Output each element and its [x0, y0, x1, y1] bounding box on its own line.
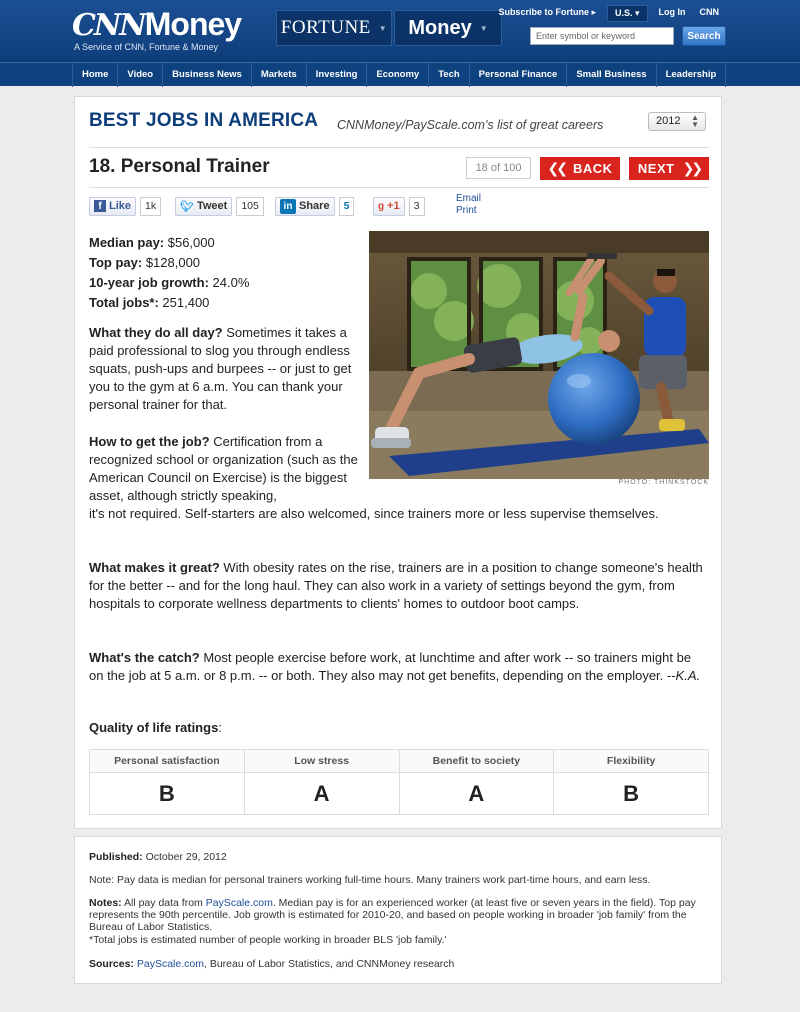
- site-header: [0, 0, 800, 62]
- double-chevron-right-icon: ❯❯: [682, 160, 701, 176]
- next-button[interactable]: [629, 157, 709, 180]
- facebook-icon: f: [94, 200, 106, 212]
- google-plus-widget: [373, 196, 425, 216]
- year-select[interactable]: [648, 112, 706, 131]
- slide-counter: 18 of 100: [466, 157, 531, 179]
- money-tab[interactable]: [394, 10, 502, 46]
- rating-label: Personal satisfaction: [90, 750, 245, 773]
- share-label: Share: [299, 200, 330, 212]
- ratings-table: [89, 749, 709, 815]
- nav-small-business[interactable]: Small Business: [567, 63, 656, 87]
- job-title: 18. Personal Trainer: [89, 156, 270, 177]
- rating-grade: B: [90, 773, 245, 815]
- plus-label: +1: [387, 200, 400, 212]
- sources-label: Sources:: [89, 958, 134, 970]
- twitter-bird-icon: 🐦︎: [180, 200, 194, 213]
- nav-tech[interactable]: Tech: [429, 63, 469, 87]
- nav-home[interactable]: Home: [72, 63, 118, 87]
- notes-paragraph: [89, 897, 705, 933]
- like-label: Like: [109, 200, 132, 212]
- cnn-link[interactable]: CNN: [699, 7, 719, 17]
- nav-personal-finance[interactable]: Personal Finance: [470, 63, 568, 87]
- paragraph-how-to-get-cont: it's not required. Self-starters are also welcomed, since trainers more or less supervise themselves.: [89, 506, 659, 521]
- fortune-tab-label: FORTUNE: [280, 17, 371, 38]
- rating-grade: A: [399, 773, 554, 815]
- nav-leadership[interactable]: Leadership: [657, 63, 727, 87]
- payscale-link[interactable]: PayScale.com: [205, 897, 273, 909]
- stat-value: 251,400: [158, 295, 210, 310]
- payscale-link[interactable]: PayScale.com: [136, 958, 204, 970]
- search-button[interactable]: Search: [682, 26, 726, 46]
- chevron-down-icon: ▼: [378, 23, 388, 33]
- rating-label: Flexibility: [554, 750, 709, 773]
- tweet-count: 105: [236, 197, 264, 216]
- section-title: BEST JOBS IN AMERICA: [89, 110, 319, 131]
- updown-arrows-icon: ▲ ▼: [691, 113, 699, 129]
- back-button[interactable]: [540, 157, 620, 180]
- published-date: October 29, 2012: [142, 851, 227, 863]
- published-label: Published:: [89, 851, 143, 863]
- divider: [89, 147, 709, 148]
- question-label: What's the catch?: [89, 650, 200, 665]
- article-photo: [369, 231, 709, 479]
- pay-note: Note: Pay data is median for personal trainers working full-time hours. Many trainers work part-time hours, and earn less.: [89, 874, 651, 886]
- google-plus-icon: g: [378, 200, 385, 212]
- nav-business-news[interactable]: Business News: [163, 63, 252, 87]
- question-label: How to get the job?: [89, 434, 210, 449]
- ratings-header-row: [90, 750, 709, 773]
- photo-credit: PHOTO: THINKSTOCK: [618, 479, 709, 486]
- double-chevron-left-icon: ❮❮: [547, 160, 565, 176]
- notes-text: All pay data from: [121, 897, 206, 909]
- stat-top-pay: [89, 253, 249, 273]
- question-label: What makes it great?: [89, 560, 220, 575]
- top-links: [491, 5, 726, 22]
- nav-markets[interactable]: Markets: [252, 63, 307, 87]
- logo-tagline: A Service of CNN, Fortune & Money: [74, 42, 219, 52]
- stat-median-pay: [89, 233, 249, 253]
- cnnmoney-logo[interactable]: [72, 6, 242, 52]
- notes-label: Notes:: [89, 897, 122, 909]
- tweet-widget: [175, 196, 264, 216]
- facebook-like: [89, 196, 161, 216]
- edition-select[interactable]: U.S. ▾: [607, 5, 648, 22]
- next-label: NEXT: [637, 161, 675, 176]
- answer-text: Most people exercise before work, at lunchtime and after work -- so trainers might be on the job at 5 a.m. or 8 p.m. -- or both. They also may not get benefits, depending on the employer. --: [89, 650, 692, 683]
- google-plus-button[interactable]: [373, 197, 405, 216]
- login-link[interactable]: Log In: [658, 7, 686, 17]
- published-line: [89, 851, 705, 863]
- linkedin-share-button[interactable]: [275, 197, 335, 216]
- tweet-button[interactable]: [175, 197, 232, 216]
- question-label: What they do all day?: [89, 325, 223, 340]
- total-jobs-note: *Total jobs is estimated number of people working in broader BLS 'job family.': [89, 934, 447, 946]
- chevron-down-icon: ▼: [479, 23, 488, 33]
- tweet-label: Tweet: [196, 200, 228, 212]
- share-count: 5: [339, 197, 355, 216]
- subscribe-fortune-link[interactable]: Subscribe to Fortune ▸: [498, 7, 596, 17]
- paragraph-how-to-get: [89, 433, 361, 505]
- article-panel: [74, 96, 722, 829]
- trainer-photo-illustration: [369, 231, 709, 479]
- ratings-grade-row: [90, 773, 709, 815]
- money-tab-label: Money: [408, 16, 472, 39]
- rating-label: Benefit to society: [399, 750, 554, 773]
- back-label: BACK: [572, 161, 613, 176]
- rating-label: Low stress: [244, 750, 399, 773]
- linkedin-widget: [275, 196, 354, 216]
- job-stats: [89, 233, 249, 313]
- logo-money: Money: [144, 6, 242, 42]
- article-notes: [74, 836, 722, 984]
- facebook-like-button[interactable]: [89, 197, 136, 216]
- answer-text: With obesity rates on the rise, trainers are in a position to change someone's health for the better -- and for the long haul. They can also work in a variety of settings beyond the gym, from hospitals to corporate wellness departments to clients' homes to outdoor boot camps.: [89, 560, 703, 611]
- sources-line: [89, 958, 705, 970]
- nav-investing[interactable]: Investing: [307, 63, 368, 87]
- main-nav: [0, 62, 800, 86]
- paragraph-what-they-do: [89, 324, 361, 414]
- linkedin-icon: in: [280, 199, 296, 214]
- answer-text: Certification from a recognized school or organization (such as the American Council on Exercise) is the biggest asset, although strictly speaking,: [89, 434, 358, 503]
- fortune-tab[interactable]: [276, 10, 392, 46]
- like-count: 1k: [140, 197, 161, 216]
- quality-of-life-heading: [89, 720, 222, 735]
- notes-text: . Median pay is for an experienced worker (at least five or seven years in the field). Top pay represents the 90th percentile. Job growth is estimated for 2010-20, and based on people working in broader 'job family' from the Bureau of Labor Statistics.: [89, 897, 696, 933]
- nav-economy[interactable]: Economy: [367, 63, 429, 87]
- author-initials: K.A.: [675, 668, 701, 683]
- stat-label: 10-year job growth:: [89, 275, 209, 290]
- stat-job-growth: [89, 273, 249, 293]
- section-subtitle: CNNMoney/PayScale.com's list of great careers: [337, 118, 604, 132]
- year-select-value: 2012: [656, 115, 681, 127]
- nav-video[interactable]: Video: [118, 63, 163, 87]
- paragraph-what-makes-great: [89, 559, 709, 613]
- stat-label: Total jobs*:: [89, 295, 159, 310]
- answer-text: Sometimes it takes a paid professional to slog you through endless squats, push-ups and burpees -- or just to get you to the gym at 6 a.m. You can thank your personal trainer for that.: [89, 325, 352, 412]
- stat-label: Median pay:: [89, 235, 165, 250]
- sources-text: , Bureau of Labor Statistics, and CNNMoney research: [203, 958, 455, 970]
- logo-cnn: CNN: [72, 8, 145, 43]
- qol-colon: :: [218, 720, 222, 735]
- stat-value: $56,000: [164, 235, 215, 250]
- email-link[interactable]: Email: [456, 193, 482, 204]
- email-print-links: [456, 193, 481, 217]
- rating-grade: A: [244, 773, 399, 815]
- plus-count: 3: [409, 197, 425, 216]
- rating-grade: B: [554, 773, 709, 815]
- stat-value: 24.0%: [208, 275, 250, 290]
- divider: [89, 187, 709, 188]
- stat-total-jobs: [89, 293, 249, 313]
- print-link[interactable]: Print: [456, 205, 477, 216]
- qol-title: Quality of life ratings: [89, 720, 219, 735]
- search-input[interactable]: Enter symbol or keyword: [530, 27, 674, 45]
- paragraph-catch: [89, 649, 709, 685]
- stat-label: Top pay:: [89, 255, 143, 270]
- stat-value: $128,000: [142, 255, 201, 270]
